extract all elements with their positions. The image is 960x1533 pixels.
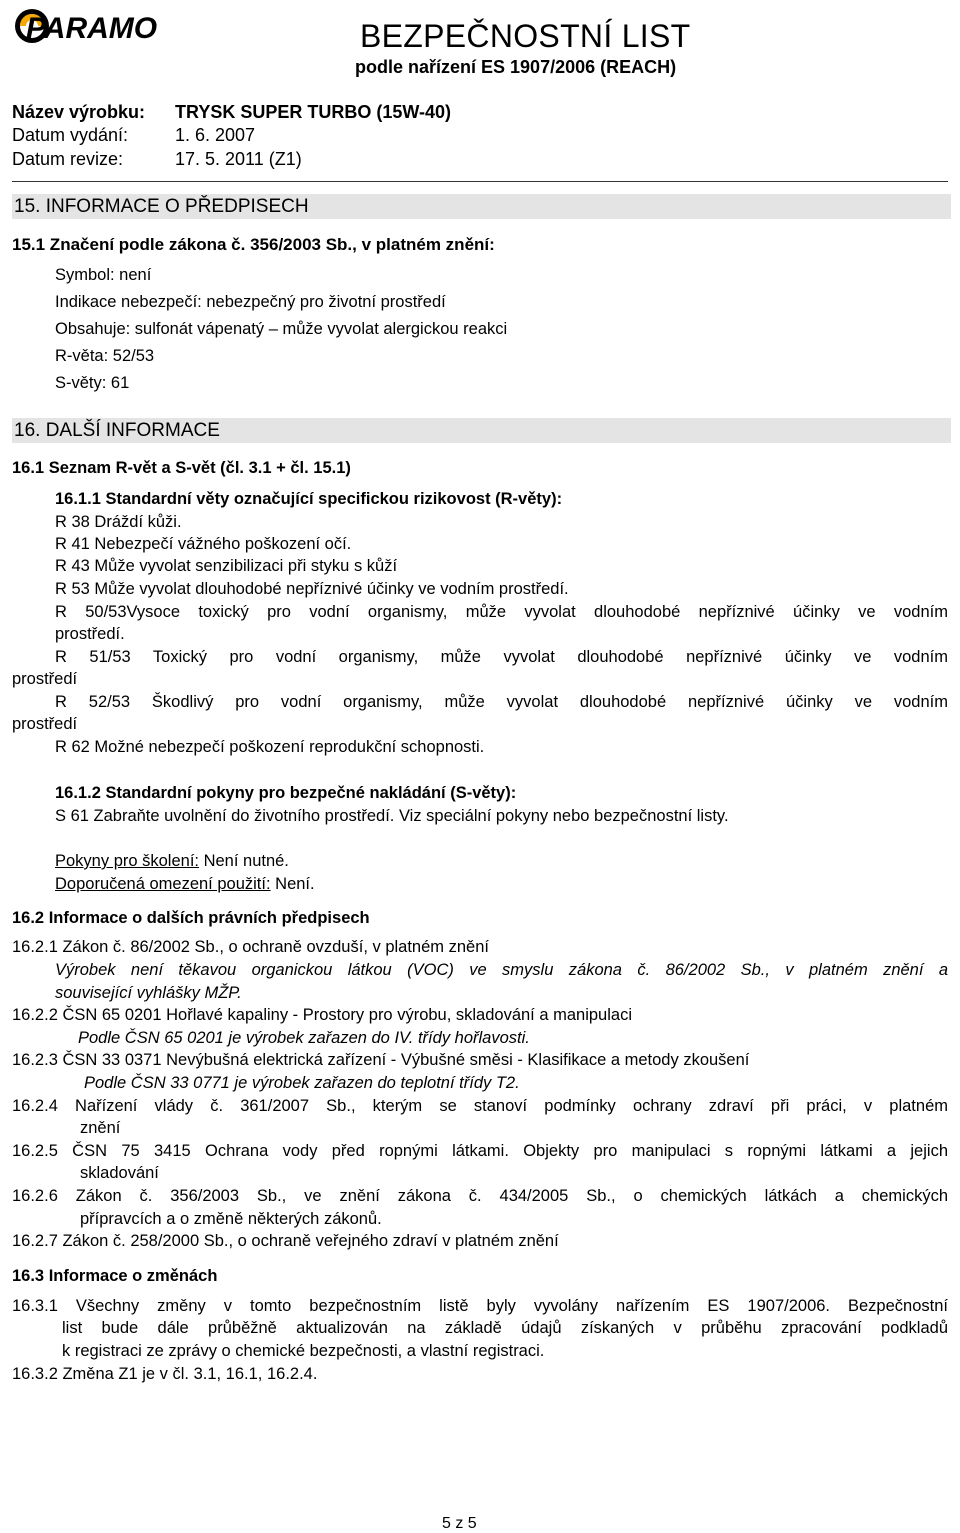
r62-line: R 62 Možné nebezpečí poškození reprodukční schopnosti. (55, 738, 485, 756)
r5053-line: R 50/53Vysoce toxický pro vodní organismy, může vyvolat dlouhodobé nepříznivé účinky ve vodním (55, 603, 948, 621)
document-title: BEZPEČNOSTNÍ LIST (360, 18, 691, 54)
section-16-2-heading: 16.2 Informace o dalších právních předpisech (12, 909, 370, 927)
law-16-2-6-cont: přípravcích a o změně některých zákonů. (80, 1210, 382, 1228)
law-16-2-1-note: Výrobek není těkavou organickou látkou (VOC) ve smyslu zákona č. 86/2002 Sb., v platném znění a (55, 961, 948, 979)
hazard-line: Indikace nebezpečí: nebezpečný pro životní prostředí (55, 293, 446, 311)
product-value: TRYSK SUPER TURBO (15W-40) (175, 102, 452, 122)
restriction-label: Doporučená omezení použití: (55, 875, 271, 893)
symbol-line: Symbol: není (55, 266, 152, 284)
section-16-heading: 16. DALŠÍ INFORMACE (12, 418, 951, 443)
law-16-2-3-note: Podle ČSN 33 0771 je výrobek zařazen do teplotní třídy T2. (84, 1074, 520, 1092)
law-16-2-7: 16.2.7 Zákon č. 258/2000 Sb., o ochraně veřejného zdraví v platném znění (12, 1232, 559, 1250)
section-15-heading: 15. INFORMACE O PŘEDPISECH (12, 194, 951, 219)
law-16-2-5: 16.2.5 ČSN 75 3415 Ochrana vody před ropnými látkami. Objekty pro manipulaci s ropnými látkami a jejich (12, 1142, 948, 1160)
page-number: 5 z 5 (442, 1515, 477, 1532)
change-16-3-1-cont2: k registraci ze zprávy o chemické bezpečnosti, a vlastní registraci. (62, 1342, 545, 1360)
header-divider (12, 181, 948, 182)
law-16-2-2: 16.2.2 ČSN 65 0201 Hořlavé kapaliny - Prostory pro výrobu, skladování a manipulaci (12, 1006, 632, 1024)
r5253-line: R 52/53 Škodlivý pro vodní organismy, může vyvolat dlouhodobé nepříznivé účinky ve vodním (55, 693, 948, 711)
r5253-line-cont: prostředí (12, 715, 78, 733)
section-16-1-1-heading: 16.1.1 Standardní věty označující specifickou rizikovost (R-věty): (55, 490, 563, 508)
law-16-2-5-cont: skladování (80, 1164, 159, 1182)
section-15-1-heading: 15.1 Značení podle zákona č. 356/2003 Sb., v platném znění: (12, 235, 495, 254)
r43-line: R 43 Může vyvolat senzibilizaci při styku s kůží (55, 557, 398, 575)
r5153-line-cont: prostředí (12, 670, 78, 688)
r38-line: R 38 Dráždí kůži. (55, 513, 182, 531)
law-16-2-4-cont: znění (80, 1119, 121, 1137)
r5053-line-cont: prostředí. (55, 625, 125, 643)
revision-date-label: Datum revize: (12, 149, 124, 169)
training-value: Není nutné. (199, 852, 289, 870)
law-16-2-2-note: Podle ČSN 65 0201 je výrobek zařazen do IV. třídy hořlavosti. (78, 1029, 530, 1047)
product-label: Název výrobku: (12, 102, 146, 122)
r-phrase-line: R-věta: 52/53 (55, 347, 155, 365)
r5153-line: R 51/53 Toxický pro vodní organismy, může vyvolat dlouhodobé nepříznivé účinky ve vodním (55, 648, 948, 666)
law-16-2-1: 16.2.1 Zákon č. 86/2002 Sb., o ochraně ovzduší, v platném znění (12, 938, 489, 956)
section-16-1-heading: 16.1 Seznam R-vět a S-vět (čl. 3.1 + čl. 15.1) (12, 459, 351, 477)
restriction-line (55, 875, 315, 894)
change-16-3-1-cont: list bude dále průběžně aktualizován na základě údajů získaných v průběhu zpracování podkladů (62, 1319, 948, 1337)
document-subtitle: podle nařízení ES 1907/2006 (REACH) (355, 57, 677, 77)
r53-line: R 53 Může vyvolat dlouhodobé nepříznivé účinky ve vodním prostředí. (55, 580, 569, 598)
training-label: Pokyny pro školení: (55, 852, 199, 870)
change-16-3-2: 16.3.2 Změna Z1 je v čl. 3.1, 16.1, 16.2.4. (12, 1365, 318, 1383)
r41-line: R 41 Nebezpečí vážného poškození očí. (55, 535, 352, 553)
law-16-2-4: 16.2.4 Nařízení vlády č. 361/2007 Sb., kterým se stanoví podmínky ochrany zdraví při práci, v platném (12, 1097, 948, 1115)
change-16-3-1: 16.3.1 Všechny změny v tomto bezpečnostním listě byly vyvolány nařízením ES 1907/2006. Bezpečnostní (12, 1297, 948, 1315)
revision-date-value: 17. 5. 2011 (Z1) (175, 149, 302, 169)
law-16-2-6: 16.2.6 Zákon č. 356/2003 Sb., ve znění zákona č. 434/2005 Sb., o chemických látkách a chemických (12, 1187, 948, 1205)
contains-line: Obsahuje: sulfonát vápenatý – může vyvolat alergickou reakci (55, 320, 508, 338)
paramo-logo (12, 4, 202, 50)
training-line (55, 852, 289, 871)
s-phrase-line: S-věty: 61 (55, 374, 130, 392)
s61-line: S 61 Zabraňte uvolnění do životního prostředí. Viz speciální pokyny nebo bezpečnostní listy. (55, 807, 729, 825)
issue-date-value: 1. 6. 2007 (175, 125, 256, 145)
law-16-2-1-note-cont: související vyhlášky MŽP. (55, 984, 242, 1002)
section-16-3-heading: 16.3 Informace o změnách (12, 1267, 218, 1285)
logo-text: PARAMO (26, 12, 158, 45)
section-16-1-2-heading: 16.1.2 Standardní pokyny pro bezpečné nakládání (S-věty): (55, 784, 517, 802)
restriction-value: Není. (270, 875, 315, 893)
issue-date-label: Datum vydání: (12, 125, 129, 145)
law-16-2-3: 16.2.3 ČSN 33 0371 Nevýbušná elektrická zařízení - Výbušné směsi - Klasifikace a metody zkoušení (12, 1051, 750, 1069)
